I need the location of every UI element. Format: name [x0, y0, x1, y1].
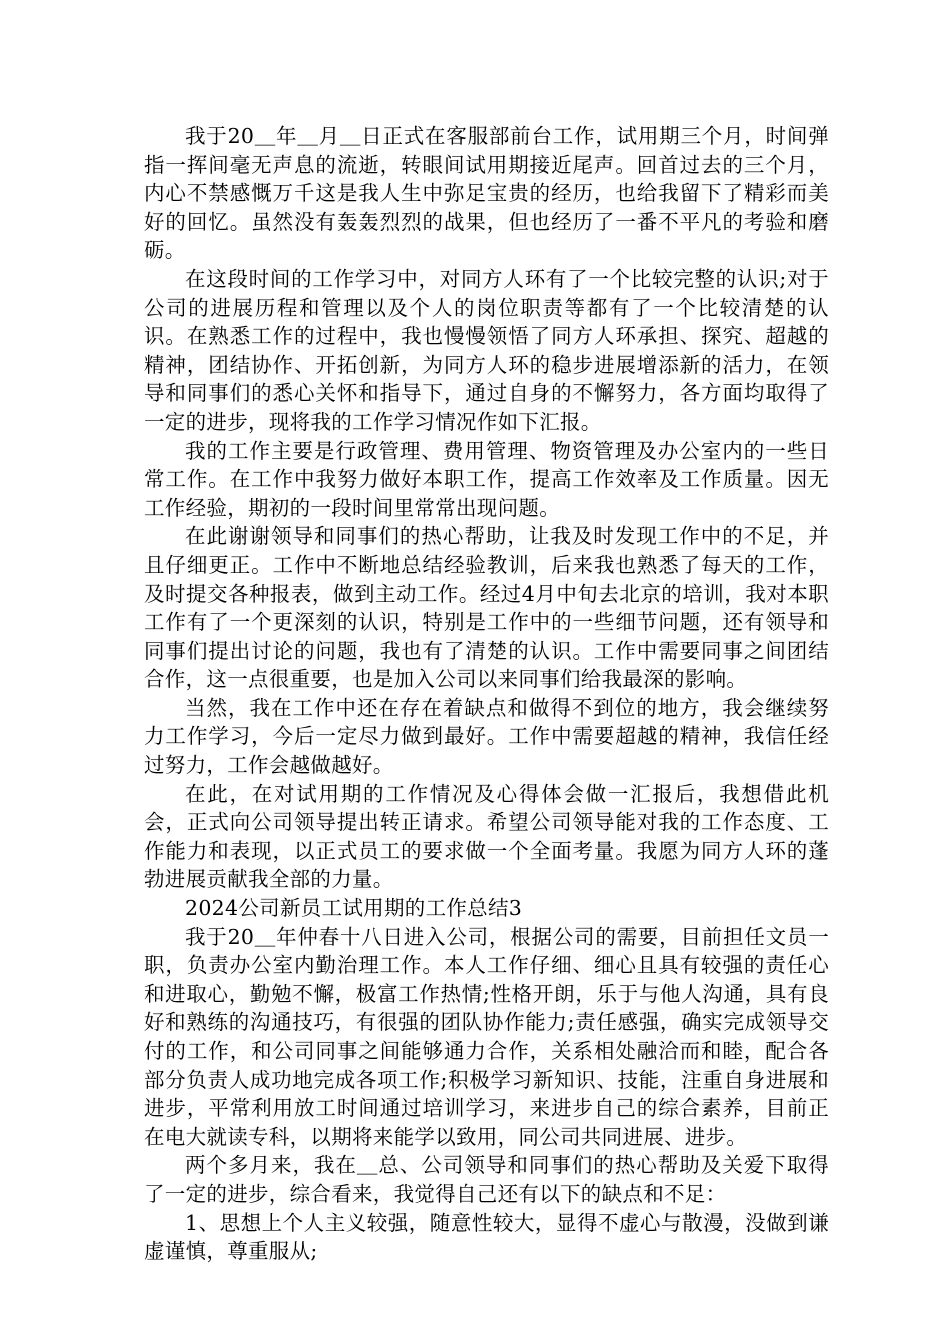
paragraph-regularization-request: 在此，在对试用期的工作情况及心得体会做一汇报后，我想借此机会，正式向公司领导提出转正请求。希望公司领导能对我的工作态度、工作能力和表现，以正式员工的要求做一个全面考量。我愿为同方人环的蓬勃进展贡献我全部的力量。: [144, 781, 829, 892]
section-heading: 2024公司新员工试用期的工作总结3: [185, 896, 523, 921]
paragraph-company-understanding: 在这段时间的工作学习中，对同方人环有了一个比较完整的认识;对于公司的进展历程和管理以及个人的岗位职责等都有了一个比较清楚的认识。在熟悉工作的过程中，我也慢慢领悟了同方人环承担、探究、超越的精神，团结协作、开拓创新，为同方人环的稳步进展增添新的活力，在领导和同事们的悉心关怀和指导下，通过自身的不懈努力，各方面均取得了一定的进步，现将我的工作学习情况作如下汇报。: [144, 266, 829, 434]
paragraph-shortcomings: 当然，我在工作中还在存在着缺点和做得不到位的地方，我会继续努力工作学习，今后一定尽力做到最好。工作中需要超越的精神，我信任经过努力，工作会越做越好。: [144, 695, 829, 778]
document-body: [144, 122, 829, 1266]
paragraph-thanks-and-training: 在此谢谢领导和同事们的热心帮助，让我及时发现工作中的不足，并且仔细更正。工作中不断地总结经验教训，后来我也熟悉了每天的工作，及时提交各种报表，做到主动工作。经过4月中旬去北京的培训，我对本职工作有了一个更深刻的认识，特别是工作中的一些细节问题，还有领导和同事们提出讨论的问题，我也有了清楚的认识。工作中需要同事之间团结合作，这一点很重要，也是加入公司以来同事们给我最深的影响。: [144, 524, 829, 692]
paragraph-job-duties: 我的工作主要是行政管理、费用管理、物资管理及办公室内的一些日常工作。在工作中我努力做好本职工作，提高工作效率及工作质量。因无工作经验，期初的一段时间里常常出现问题。: [144, 438, 829, 520]
paragraph-probation-start: 我于20＿年＿月＿日正式在客服部前台工作，试用期三个月，时间弹指一挥间毫无声息的流逝，转眼间试用期接近尾声。回首过去的三个月，内心不禁感慨万千这是我人生中弥足宝贵的经历，也给我留下了精彩而美好的回忆。虽然没有轰轰烈烈的战果，但也经历了一番不平凡的考验和磨砺。: [144, 124, 829, 263]
paragraph-progress-and-deficiencies: 两个多月来，我在＿总、公司领导和同事们的热心帮助及关爱下取得了一定的进步，综合看来，我觉得自己还有以下的缺点和不足：: [144, 1153, 829, 1206]
list-item-deficiency-1: 1、思想上个人主义较强，随意性较大，显得不虚心与散漫，没做到谦虚谨慎，尊重服从;: [144, 1210, 829, 1264]
paragraph-clerk-role: 我于20＿年仲春十八日进入公司，根据公司的需要，目前担任文员一职，负责办公室内勤治理工作。本人工作仔细、细心且具有较强的责任心和进取心，勤勉不懈，极富工作热情;性格开朗，乐于与他人沟通，具有良好和熟练的沟通技巧，有很强的团队协作能力;责任感强，确实完成领导交付的工作，和公司同事之间能够通力合作，关系相处融洽而和睦，配合各部分负责人成功地完成各项工作;积极学习新知识、技能，注重自身进展和进步，平常利用放工时间通过培训学习，来进步自己的综合素养，目前正在电大就读专科，以期将来能学以致用，同公司共同进展、进步。: [144, 924, 829, 1149]
